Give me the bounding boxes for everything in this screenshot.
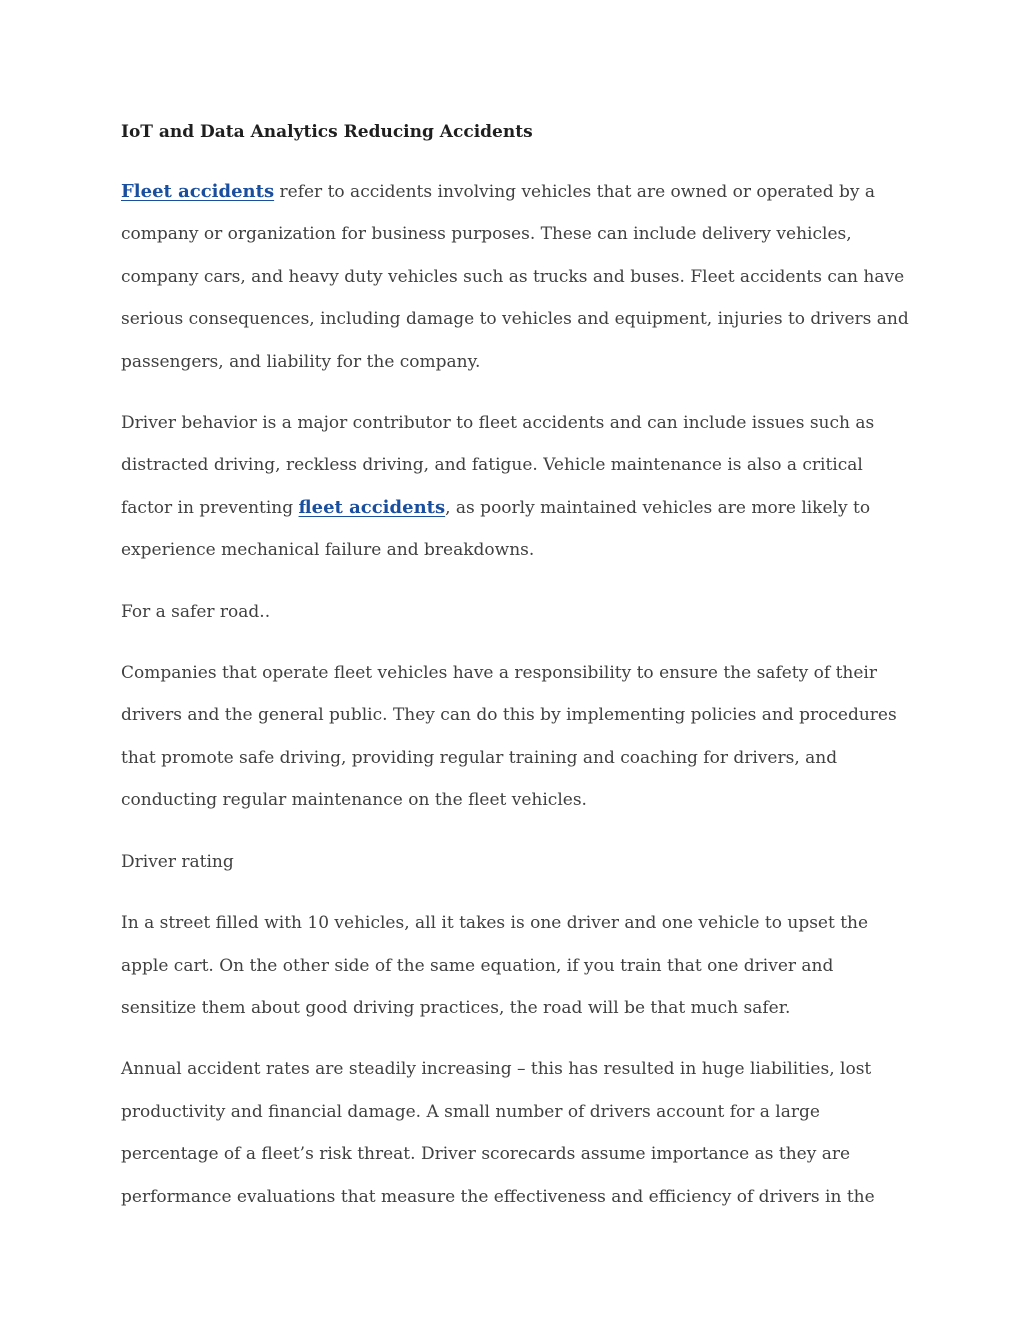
paragraph-text: , as poorly maintained vehicles are more likely to experience mechanical failure and breakdowns. — [121, 497, 871, 561]
paragraph-companies-responsibility: Companies that operate fleet vehicles have a responsibility to ensure the safety of their drivers and the general public. They can do this by implementing policies and procedures that promote safe driving, providing regular training and coaching for drivers, and conducting regular maintenance on the fleet vehicles. — [121, 663, 897, 811]
paragraph-driver-rating: Driver rating — [121, 851, 234, 872]
fleet-accidents-link[interactable]: Fleet accidents — [121, 181, 275, 202]
paragraph-text: Driver behavior is a major contributor to fleet accidents and can include issues such as distracted driving, reckless driving, and fatigue. Vehicle maintenance is also a critical factor in preventing — [121, 413, 875, 518]
paragraph-safer-road: For a safer road.. — [121, 601, 271, 622]
paragraph-driver-behavior — [121, 402, 911, 572]
document-page — [121, 115, 911, 1237]
document-title: IoT and Data Analytics Reducing Accidents — [121, 122, 533, 142]
paragraph-annual-accident-rates: Annual accident rates are steadily increasing – this has resulted in huge liabilities, lost productivity and financial damage. A small number of drivers account for a large percentage of a fleet’s risk threat. Driver scorecards assume importance as they are performance evaluations that measure the effectiveness and efficiency of drivers in the — [121, 1059, 875, 1207]
paragraph-text: refer to accidents involving vehicles that are owned or operated by a company or organization for business purposes. These can include delivery vehicles, company cars, and heavy duty vehicles such as trucks and buses. Fleet accidents can have serious consequences, including damage to vehicles and equipment, injuries to drivers and passengers, and liability for the company. — [121, 182, 909, 372]
paragraph-street-vehicles: In a street filled with 10 vehicles, all it takes is one driver and one vehicle to upset the apple cart. On the other side of the same equation, if you train that one driver and sensitize them about good driving practices, the road will be that much safer. — [121, 913, 869, 1018]
paragraph-fleet-accidents-definition — [121, 171, 911, 383]
fleet-accidents-link-2[interactable]: fleet accidents — [298, 496, 446, 518]
